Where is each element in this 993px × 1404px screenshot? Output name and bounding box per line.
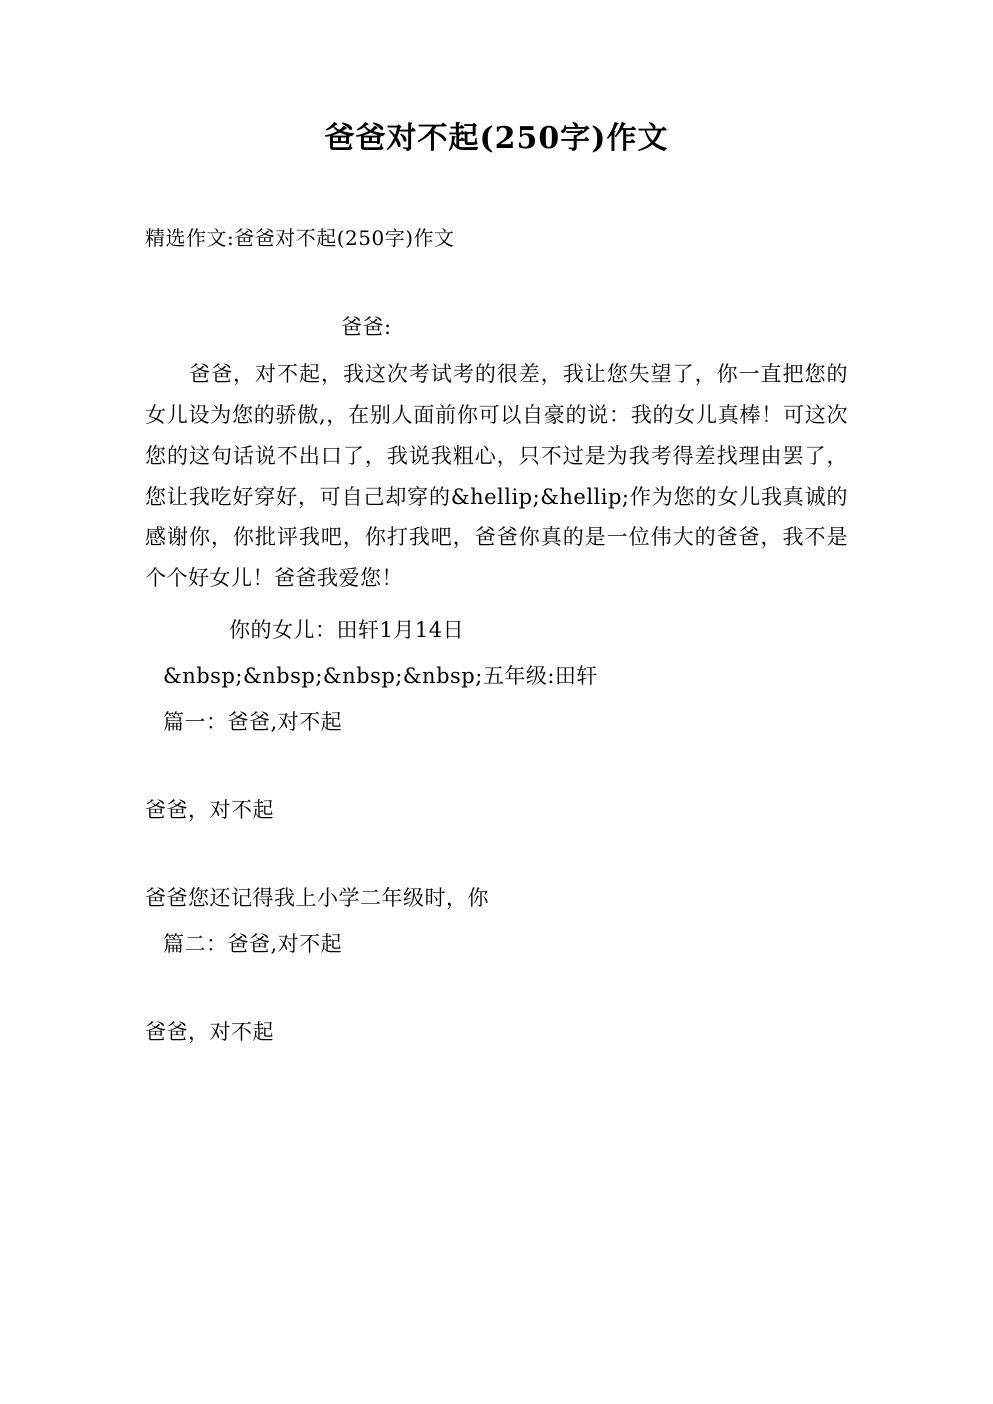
section-one-heading: 篇一：爸爸,对不起	[163, 710, 343, 735]
section-one-line-2: 爸爸您还记得我上小学二年级时，你	[145, 885, 489, 910]
letter-salutation: 爸爸:	[341, 315, 392, 339]
section-one-line-1: 爸爸，对不起	[145, 797, 274, 822]
letter-signature: 你的女儿：田轩1月14日	[229, 618, 465, 643]
letter-grade-line: &nbsp;&nbsp;&nbsp;&nbsp;五年级:田轩	[163, 664, 598, 689]
section-two-heading: 篇二：爸爸,对不起	[163, 931, 343, 956]
document-subtitle: 精选作文:爸爸对不起(250字)作文	[145, 226, 455, 250]
page-title: 爸爸对不起(250字)作文	[324, 121, 669, 156]
letter-body-paragraph: 爸爸，对不起，我这次考试考的很差，我让您失望了，你一直把您的女儿设为您的骄傲,，在别人面前你可以自豪的说：我的女儿真棒！可这次您的这句话说不出口了，我说我粗心，只不过是为我考得差找理由罢了，您让我吃好穿好，可自己却穿的&hellip;&hellip;作为您的女儿我真诚的感谢你，你批评我吧，你打我吧，爸爸你真的是一位伟大的爸爸，我不是个个好女儿！爸爸我爱您！	[145, 361, 848, 591]
section-two-line-1: 爸爸，对不起	[145, 1019, 274, 1044]
